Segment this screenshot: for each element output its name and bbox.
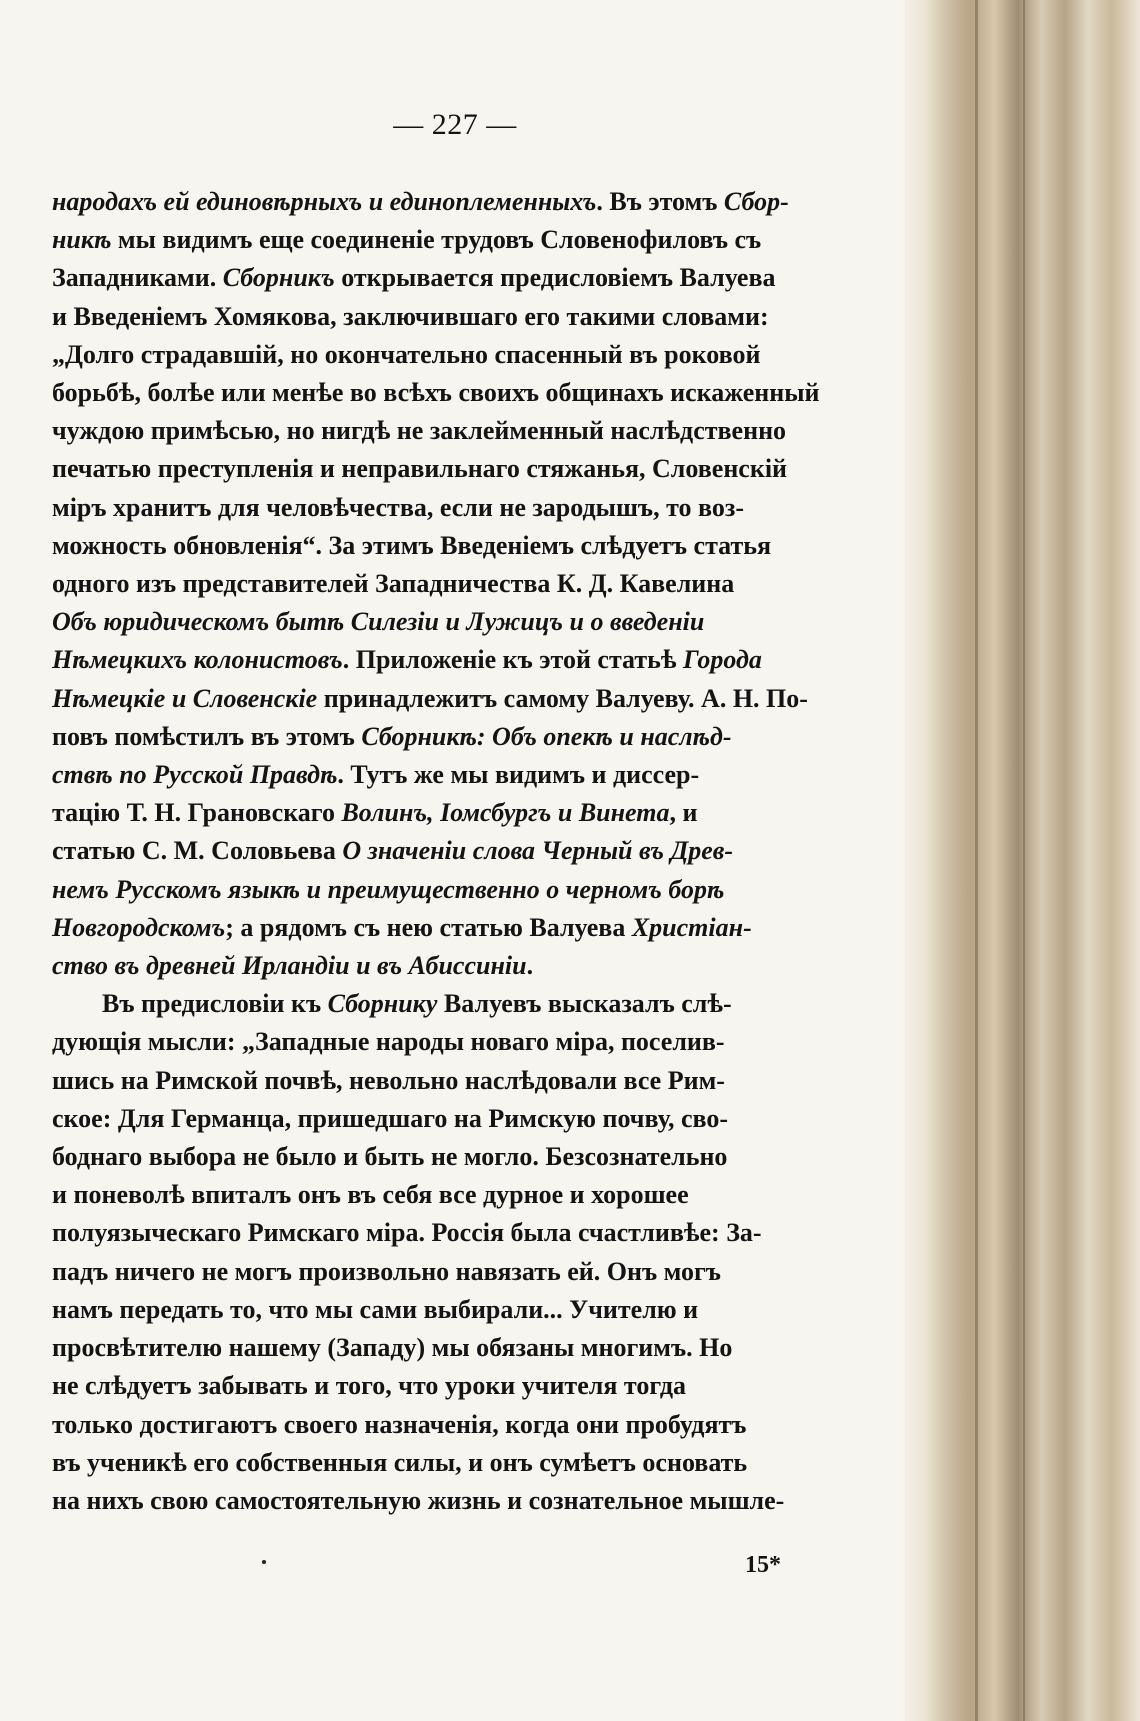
text-line-7 bbox=[52, 416, 786, 445]
text-run: и поневолѣ впиталъ онъ въ себя все дурное и хорошее bbox=[52, 1180, 689, 1210]
text-run: борьбѣ, болѣе или менѣе во всѣхъ своихъ общинахъ искаженный bbox=[52, 378, 820, 408]
text-run: ское: Для Германца, пришедшаго на Римскую почву, сво- bbox=[52, 1103, 729, 1133]
text-run: тацію Т. Н. Грановскаго bbox=[52, 798, 342, 828]
text-line-31 bbox=[52, 1333, 732, 1362]
text-line-16 bbox=[52, 760, 699, 789]
text-run: на нихъ свою самостоятельную жизнь и сознательное мышле- bbox=[52, 1485, 785, 1515]
text-run: только достигаютъ своего назначенія, когда они пробудятъ bbox=[52, 1409, 747, 1439]
text-run: одного изъ представителей Западничества К. Д. Кавелина bbox=[52, 569, 735, 599]
text-line-2 bbox=[52, 225, 761, 254]
text-run: мы видимъ еще соединеніе трудовъ Словенофиловъ съ bbox=[111, 225, 762, 255]
text-run: чуждою примѣсью, но нигдѣ не заклейменный наслѣдственно bbox=[52, 416, 787, 446]
text-run: народахъ ей единовѣрныхъ и единоплеменныхъ bbox=[52, 187, 597, 216]
text-line-26 bbox=[52, 1142, 727, 1171]
book-spine-edge bbox=[905, 0, 1140, 1721]
text-run: Новгородскомъ bbox=[52, 912, 226, 942]
text-line-25 bbox=[52, 1104, 728, 1133]
text-run: Волинъ, Іомсбургъ и Винета bbox=[341, 798, 670, 828]
text-line-33 bbox=[52, 1410, 746, 1439]
text-run: . bbox=[526, 951, 534, 981]
text-run: падъ ничего не могъ произвольно навязать ей. Онъ могъ bbox=[52, 1256, 721, 1286]
text-run: намъ передать то, что мы сами выбирали... Учителю и bbox=[52, 1294, 699, 1324]
text-run: печатью преступленія и неправильнаго стяжанья, Словенскій bbox=[52, 454, 788, 484]
text-line-10 bbox=[52, 531, 771, 560]
text-run: . Тутъ же мы видимъ и диссер- bbox=[337, 760, 700, 790]
text-line-4 bbox=[52, 302, 769, 331]
text-run: Сборникъ bbox=[222, 263, 335, 293]
text-line-3 bbox=[52, 263, 776, 292]
text-line-21 bbox=[52, 951, 533, 980]
text-line-32 bbox=[52, 1371, 686, 1400]
text-run: ствѣ по Русской Правдѣ bbox=[52, 760, 338, 790]
text-run: Западниками. bbox=[52, 263, 223, 293]
text-line-15 bbox=[52, 722, 732, 751]
text-run: . Приложеніе къ этой статьѣ bbox=[342, 645, 684, 675]
text-run: Сборнику bbox=[327, 989, 438, 1019]
text-line-19 bbox=[52, 875, 724, 904]
text-run: Сбор- bbox=[723, 187, 789, 216]
text-run: Сборникѣ: Объ опекѣ и наслѣд- bbox=[361, 721, 732, 751]
text-run: немъ Русскомъ языкѣ и преимущественно о черномъ борѣ bbox=[52, 874, 725, 904]
text-line-13 bbox=[52, 645, 762, 674]
text-line-12 bbox=[52, 607, 704, 636]
text-run: открывается предисловіемъ Валуева bbox=[334, 263, 776, 293]
text-run: Нѣмецкихъ колонистовъ bbox=[52, 645, 343, 675]
text-line-5 bbox=[52, 340, 760, 369]
text-run: дующія мысли: „Западные народы новаго міра, поселив- bbox=[52, 1027, 725, 1057]
text-line-30 bbox=[52, 1295, 698, 1324]
text-line-27 bbox=[52, 1180, 689, 1209]
text-line-17 bbox=[52, 798, 697, 827]
text-line-8 bbox=[52, 454, 787, 483]
text-run: и Введеніемъ Хомякова, заключившаго его такими словами: bbox=[52, 301, 769, 331]
text-run: „Долго страдавшій, но окончательно спасенный въ роковой bbox=[52, 339, 761, 369]
text-run: О значеніи слова Черный въ Древ- bbox=[342, 836, 734, 866]
text-run: . Въ этомъ bbox=[596, 187, 724, 216]
text-run: статью С. М. Соловьева bbox=[52, 836, 343, 866]
text-run: Нѣмецкіе и Словенскіе bbox=[52, 683, 318, 713]
text-line-34 bbox=[52, 1448, 747, 1477]
text-line-18 bbox=[52, 836, 733, 865]
paragraph-2 bbox=[52, 985, 855, 1520]
text-run: міръ хранитъ для человѣчества, если не зародышъ, то воз- bbox=[52, 492, 744, 522]
text-line-20 bbox=[52, 913, 752, 942]
text-line-35 bbox=[52, 1486, 784, 1515]
text-run: ; а рядомъ съ нею статью Валуева bbox=[225, 912, 632, 942]
signature-mark: 15* bbox=[745, 1552, 781, 1578]
text-run: не слѣдуетъ забывать и того, что уроки учителя тогда bbox=[52, 1371, 686, 1401]
text-run: принадлежитъ самому Валуеву. А. Н. По- bbox=[317, 683, 808, 713]
text-run: просвѣтителю нашему (Западу) мы обязаны многимъ. Но bbox=[52, 1333, 733, 1363]
text-run: боднаго выбора не было и быть не могло. Безсознательно bbox=[52, 1142, 728, 1172]
text-run: никѣ bbox=[52, 225, 112, 255]
text-line-11 bbox=[52, 569, 734, 598]
text-run: Города bbox=[683, 645, 762, 675]
paragraph-1 bbox=[52, 183, 855, 985]
page-body bbox=[52, 183, 855, 1520]
text-line-28 bbox=[52, 1218, 762, 1247]
text-line-23 bbox=[52, 1027, 725, 1056]
text-line-22 bbox=[102, 989, 732, 1018]
text-run: шись на Римской почвѣ, невольно наслѣдовали все Рим- bbox=[52, 1065, 725, 1095]
text-line-6 bbox=[52, 378, 820, 407]
text-line-29 bbox=[52, 1257, 721, 1286]
text-run: , и bbox=[669, 798, 698, 828]
text-run: Объ юридическомъ бытѣ Силезіи и Лужицъ и о введеніи bbox=[52, 607, 705, 637]
text-line-1 bbox=[52, 187, 789, 216]
text-run: Валуевъ высказалъ слѣ- bbox=[437, 989, 732, 1019]
text-run: можность обновленія“. За этимъ Введеніемъ слѣдуетъ статья bbox=[52, 530, 772, 560]
text-run: Въ предисловіи къ bbox=[102, 989, 328, 1019]
print-dot bbox=[262, 1560, 266, 1564]
text-line-14 bbox=[52, 684, 808, 713]
text-run: Христіан- bbox=[631, 912, 752, 942]
text-line-9 bbox=[52, 493, 744, 522]
text-run: ство въ древней Ирландіи и въ Абиссиніи bbox=[52, 951, 527, 981]
text-line-24 bbox=[52, 1066, 725, 1095]
page-number: — 227 — bbox=[393, 108, 517, 141]
text-run: полуязыческаго Римскаго міра. Россія была счастливѣе: За- bbox=[52, 1218, 762, 1248]
text-run: повъ помѣстилъ въ этомъ bbox=[52, 721, 362, 751]
text-run: въ ученикѣ его собственныя силы, и онъ сумѣетъ основать bbox=[52, 1447, 748, 1477]
